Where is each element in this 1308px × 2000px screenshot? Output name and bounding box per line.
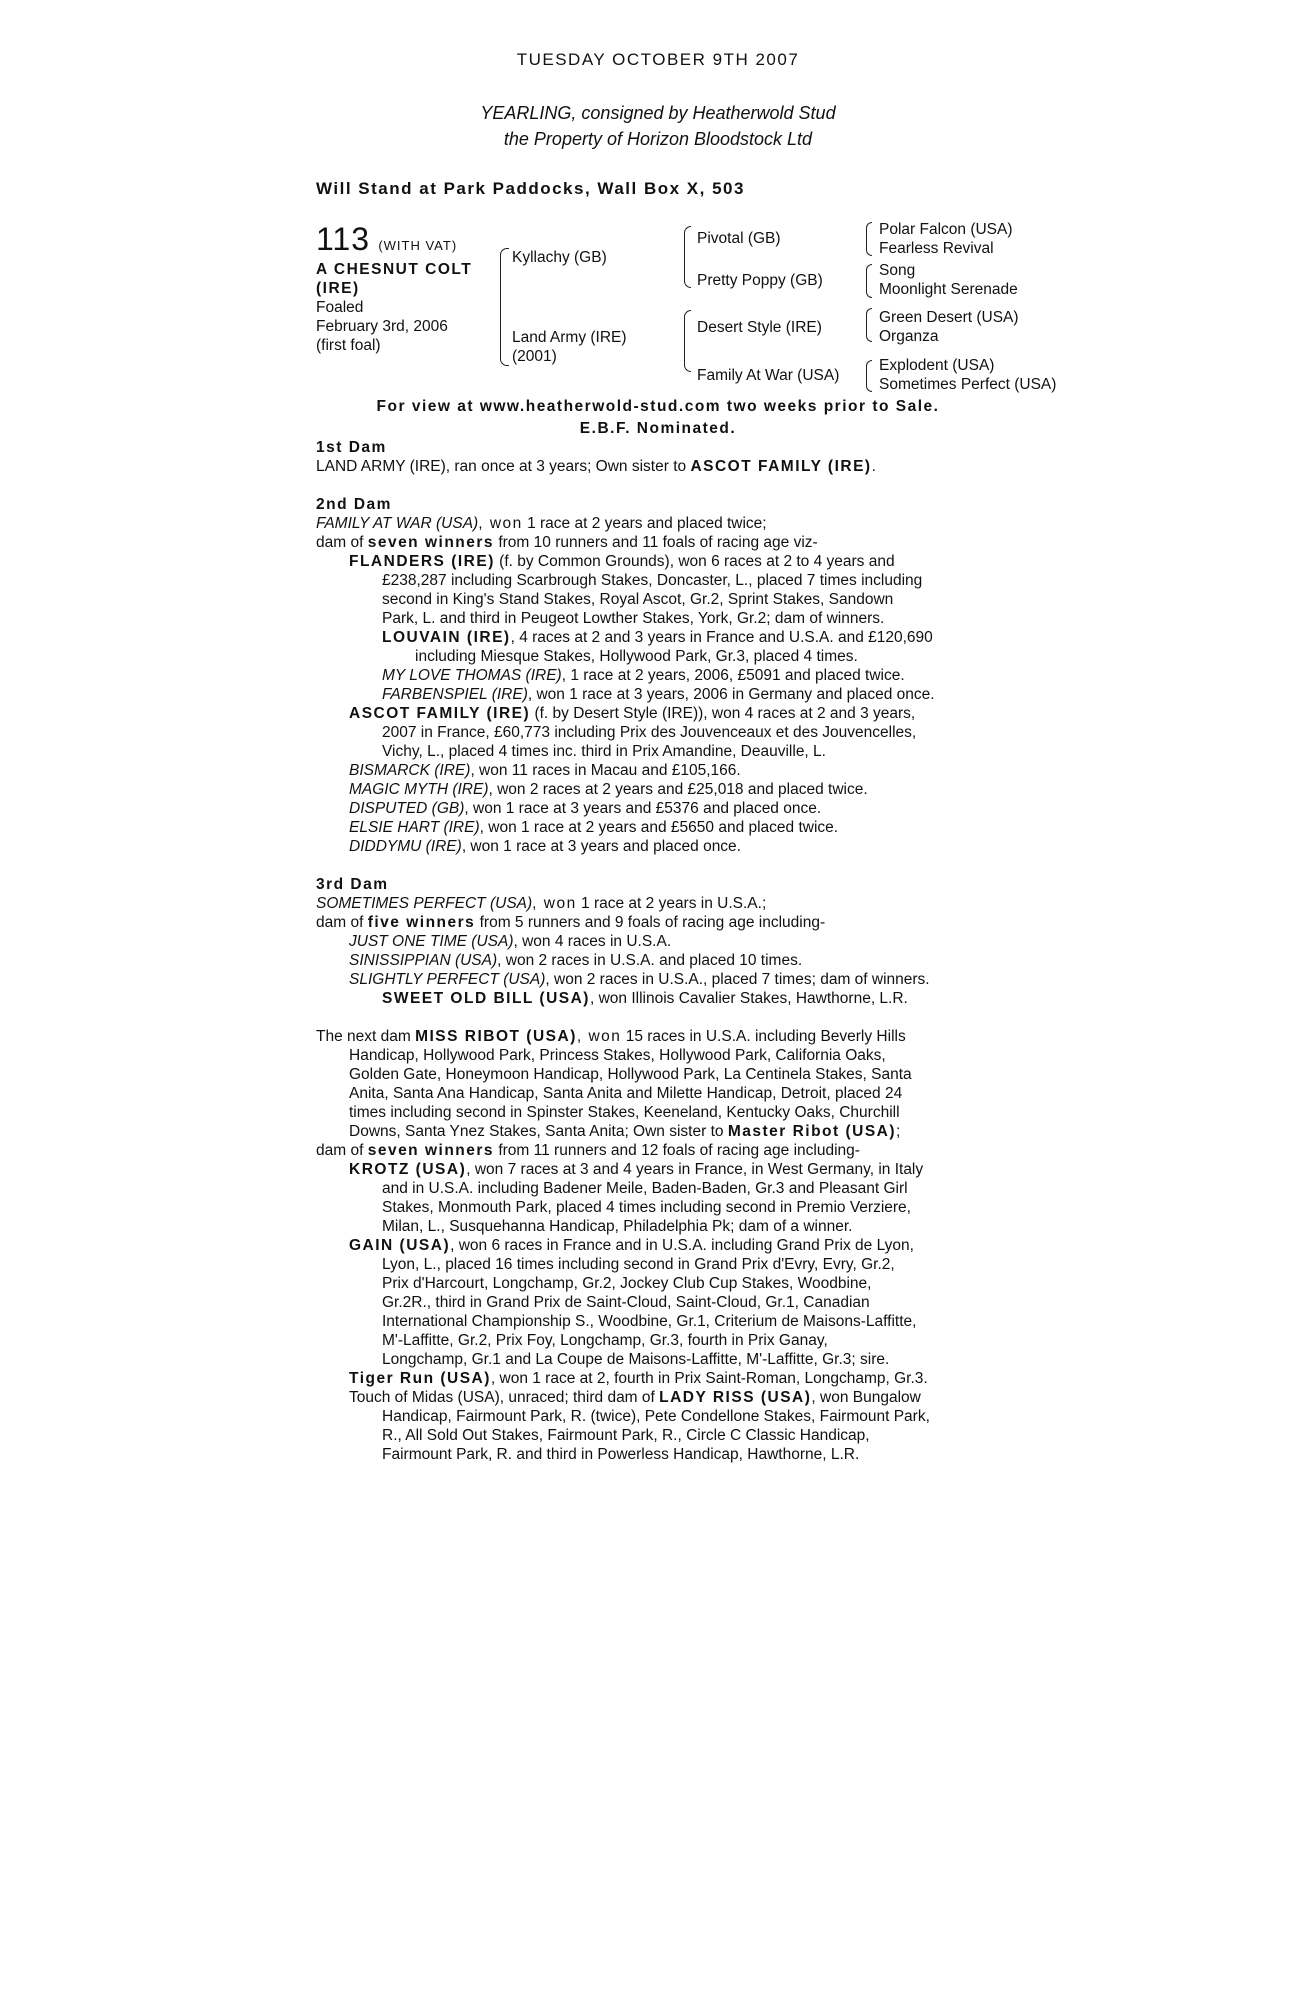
pedigree-brace-parents	[500, 248, 509, 366]
sinis-record: , won 2 races in U.S.A. and placed 10 times.	[497, 952, 803, 969]
sinis-name: SINISSIPPIAN (USA)	[349, 952, 498, 969]
next-dam-winners: seven winners	[367, 1142, 495, 1159]
diddymu-name: DIDDYMU (IRE)	[349, 838, 462, 855]
dam-year: (2001)	[512, 348, 557, 365]
touch-line3: R., All Sold Out Stakes, Fairmount Park, R., Circle C Classic Handicap,	[382, 1427, 870, 1444]
mylove-name: MY LOVE THOMAS (IRE)	[382, 667, 562, 684]
bismarck-record: , won 11 races in Macau and £105,166.	[470, 762, 741, 779]
next-dam-sister-text: Downs, Santa Ynez Stakes, Santa Anita; Own sister to	[349, 1123, 728, 1140]
gain-name: GAIN (USA)	[349, 1237, 451, 1254]
ascot-line2: 2007 in France, £60,773 including Prix des Jouvenceaux et des Jouvencelles,	[382, 724, 917, 741]
disputed-line	[349, 799, 821, 818]
next-dam-line6	[349, 1122, 900, 1141]
next-dam-sister: Master Ribot (USA)	[727, 1123, 897, 1140]
next-dam-runners: from 11 runners and 12 foals of racing age including-	[494, 1142, 860, 1159]
first-dam-heading: 1st Dam	[316, 439, 387, 456]
next-dam-line5: times including second in Spinster Stakes, Keeneland, Kentucky Oaks, Churchill	[349, 1104, 900, 1121]
diddymu-record: , won 1 race at 3 years and placed once.	[461, 838, 741, 855]
lot-description: A CHESNUT COLT	[316, 261, 473, 278]
magic-record: , won 2 races at 2 years and £25,018 and placed twice.	[488, 781, 868, 798]
krotz-name: KROTZ (USA)	[349, 1161, 467, 1178]
third-dam-line2	[316, 913, 825, 932]
flanders-name: FLANDERS (IRE)	[349, 553, 495, 570]
touch-line2: Handicap, Fairmount Park, R. (twice), Pete Condellone Stakes, Fairmount Park,	[382, 1408, 930, 1425]
ascot-line3: Vichy, L., placed 4 times inc. third in Prix Amandine, Deauville, L.	[382, 743, 826, 760]
elsie-line	[349, 818, 838, 837]
touch-text: Touch of Midas (USA), unraced; third dam of	[349, 1389, 660, 1406]
bismarck-line	[349, 761, 741, 780]
touch-record: , won Bungalow	[811, 1389, 921, 1406]
dam-name: Land Army (IRE)	[512, 329, 627, 346]
third-dam-runners: from 5 runners and 9 foals of racing age including-	[475, 914, 826, 931]
just-name: JUST ONE TIME (USA)	[349, 933, 514, 950]
next-dam-record: 15 races in U.S.A. including Beverly Hills	[621, 1028, 906, 1045]
touch-line4: Fairmount Park, R. and third in Powerless Handicap, Hawthorne, L.R.	[382, 1446, 860, 1463]
krotz-record: , won 7 races at 3 and 4 years in France, in West Germany, in Italy	[466, 1161, 924, 1178]
louvain-line2: including Miesque Stakes, Hollywood Park, Gr.3, placed 4 times.	[415, 648, 858, 665]
sweet-line	[382, 989, 908, 1008]
next-dam-intro: The next dam	[316, 1028, 416, 1045]
slightly-line	[349, 970, 930, 989]
gain-line6: M'-Laffitte, Gr.2, Prix Foy, Longchamp, Gr.3, fourth in Prix Ganay,	[382, 1332, 828, 1349]
just-line	[349, 932, 671, 951]
louvain-name: LOUVAIN (IRE)	[382, 629, 511, 646]
krotz-line2: and in U.S.A. including Badener Meile, Baden-Baden, Gr.3 and Pleasant Girl	[382, 1180, 908, 1197]
pedigree-brace-sire	[684, 226, 691, 288]
foal-note: (first foal)	[316, 337, 381, 354]
third-dam-damof: dam of	[316, 914, 368, 931]
next-dam-damof: dam of	[316, 1142, 368, 1159]
gain-line1	[349, 1236, 914, 1255]
sire-dam-name: Pretty Poppy (GB)	[697, 272, 823, 289]
second-dam-line2	[316, 533, 818, 552]
next-dam-won: , won	[576, 1028, 622, 1045]
elsie-record: , won 1 race at 2 years and £5650 and placed twice.	[479, 819, 839, 836]
bismarck-name: BISMARCK (IRE)	[349, 762, 471, 779]
grandsire-1: Polar Falcon (USA)	[879, 221, 1013, 238]
farben-name: FARBENSPIEL (IRE)	[382, 686, 528, 703]
gain-line5: International Championship S., Woodbine, Gr.1, Criterium de Maisons-Laffitte,	[382, 1313, 917, 1330]
granddam-4: Sometimes Perfect (USA)	[879, 376, 1057, 393]
disputed-name: DISPUTED (GB)	[349, 800, 465, 817]
magic-line	[349, 780, 868, 799]
pedigree-brace-g3	[866, 308, 872, 342]
third-dam-heading: 3rd Dam	[316, 876, 389, 893]
ascot-line1	[349, 704, 915, 723]
pedigree-brace-g1	[866, 222, 872, 256]
flanders-record: (f. by Common Grounds), won 6 races at 2 to 4 years and	[494, 553, 895, 570]
second-dam-line1	[316, 514, 767, 533]
granddam-3: Organza	[879, 328, 939, 345]
granddam-2: Moonlight Serenade	[879, 281, 1018, 298]
next-dam-line7	[316, 1141, 860, 1160]
sweet-name: SWEET OLD BILL (USA)	[382, 990, 590, 1007]
sweet-record: , won Illinois Cavalier Stakes, Hawthorne, L.R.	[589, 990, 908, 1007]
property-line: the Property of Horizon Bloodstock Ltd	[503, 129, 813, 149]
lot-number: 113	[316, 221, 371, 257]
lot-description-origin: (IRE)	[316, 280, 360, 297]
next-dam-line1	[316, 1027, 906, 1046]
next-dam-line3: Golden Gate, Honeymoon Handicap, Hollywood Park, La Centinela Stakes, Santa	[349, 1066, 912, 1083]
third-dam-name: SOMETIMES PERFECT (USA)	[316, 895, 533, 912]
flanders-line4: Park, L. and third in Peugeot Lowther Stakes, York, Gr.2; dam of winners.	[382, 610, 885, 627]
granddam-1: Fearless Revival	[879, 240, 994, 257]
pedigree-brace-g2	[866, 264, 872, 298]
second-dam-name: FAMILY AT WAR (USA)	[316, 515, 479, 532]
diddymu-line	[349, 837, 741, 856]
next-dam-name: MISS RIBOT (USA)	[415, 1028, 577, 1045]
foaled-date: February 3rd, 2006	[316, 318, 448, 335]
slightly-record: , won 2 races in U.S.A., placed 7 times; dam of winners.	[545, 971, 930, 988]
sale-date: TUESDAY OCTOBER 9TH 2007	[516, 50, 800, 69]
next-dam-line2: Handicap, Hollywood Park, Princess Stakes, Hollywood Park, California Oaks,	[349, 1047, 886, 1064]
mylove-line	[382, 666, 905, 685]
lady-riss-name: LADY RISS (USA)	[659, 1389, 812, 1406]
louvain-line1	[382, 628, 933, 647]
disputed-record: , won 1 race at 3 years and £5376 and placed once.	[464, 800, 822, 817]
mylove-record: , 1 race at 2 years, 2006, £5091 and placed twice.	[561, 667, 905, 684]
second-dam-runners: from 10 runners and 11 foals of racing age viz-	[494, 534, 818, 551]
flanders-line1	[349, 552, 895, 571]
flanders-line3: second in King's Stand Stakes, Royal Ascot, Gr.2, Sprint Stakes, Sandown	[382, 591, 894, 608]
sinis-line	[349, 951, 802, 970]
sire-name: Kyllachy (GB)	[512, 249, 607, 266]
first-dam-sister: ASCOT FAMILY (IRE)	[690, 458, 872, 475]
gain-line7: Longchamp, Gr.1 and La Coupe de Maisons-Laffitte, M'-Laffitte, Gr.3; sire.	[382, 1351, 890, 1368]
third-dam-record: 1 race at 2 years in U.S.A.;	[576, 895, 767, 912]
grandsire-2: Song	[879, 262, 916, 279]
second-dam-record: 1 race at 2 years and placed twice;	[522, 515, 767, 532]
first-dam-text	[316, 457, 876, 476]
second-dam-damof: dam of	[316, 534, 368, 551]
elsie-name: ELSIE HART (IRE)	[349, 819, 480, 836]
tiger-record: , won 1 race at 2, fourth in Prix Saint-Roman, Longchamp, Gr.3.	[490, 1370, 928, 1387]
grandsire-4: Explodent (USA)	[879, 357, 995, 374]
slightly-name: SLIGHTLY PERFECT (USA)	[349, 971, 546, 988]
third-dam-won: , won	[532, 895, 577, 912]
view-note: For view at www.heatherwold-stud.com two weeks prior to Sale.	[376, 398, 940, 415]
grandsire-3: Green Desert (USA)	[879, 309, 1019, 326]
ascot-record: (f. by Desert Style (IRE)), won 4 races at 2 and 3 years,	[530, 705, 916, 722]
sire-sire-name: Pivotal (GB)	[697, 230, 781, 247]
tiger-line	[349, 1369, 928, 1388]
dam-sire-name: Desert Style (IRE)	[697, 319, 822, 336]
farben-line	[382, 685, 935, 704]
first-dam-desc: LAND ARMY (IRE), ran once at 3 years; Own sister to	[316, 458, 691, 475]
third-dam-winners: five winners	[367, 914, 476, 931]
first-dam-end: .	[871, 458, 876, 475]
next-dam-line4: Anita, Santa Ana Handicap, Santa Anita and Milette Handicap, Detroit, placed 24	[349, 1085, 903, 1102]
dam-dam-name: Family At War (USA)	[697, 367, 840, 384]
second-dam-winners: seven winners	[367, 534, 495, 551]
tiger-name: Tiger Run (USA)	[349, 1370, 491, 1387]
vat-note: (WITH VAT)	[378, 238, 458, 253]
ascot-name: ASCOT FAMILY (IRE)	[349, 705, 531, 722]
pedigree-brace-g4	[866, 360, 872, 392]
gain-record: , won 6 races in France and in U.S.A. including Grand Prix de Lyon,	[450, 1237, 914, 1254]
krotz-line4: Milan, L., Susquehanna Handicap, Philadelphia Pk; dam of a winner.	[382, 1218, 853, 1235]
magic-name: MAGIC MYTH (IRE)	[349, 781, 489, 798]
flanders-line2: £238,287 including Scarbrough Stakes, Doncaster, L., placed 7 times including	[382, 572, 923, 589]
third-dam-line1	[316, 894, 766, 913]
gain-line3: Prix d'Harcourt, Longchamp, Gr.2, Jockey Club Cup Stakes, Woodbine,	[382, 1275, 872, 1292]
krotz-line1	[349, 1160, 923, 1179]
next-dam-sister-end: ;	[896, 1123, 901, 1140]
ebf-note: E.B.F. Nominated.	[579, 420, 737, 437]
farben-record: , won 1 race at 3 years, 2006 in Germany and placed once.	[527, 686, 935, 703]
louvain-record: , 4 races at 2 and 3 years in France and U.S.A. and £120,690	[510, 629, 933, 646]
touch-line1	[349, 1388, 921, 1407]
just-record: , won 4 races in U.S.A.	[513, 933, 672, 950]
gain-line2: Lyon, L., placed 16 times including second in Grand Prix d'Evry, Evry, Gr.2,	[382, 1256, 895, 1273]
lot-number-line	[316, 222, 457, 263]
second-dam-won: , won	[478, 515, 523, 532]
second-dam-heading: 2nd Dam	[316, 496, 392, 513]
gain-line4: Gr.2R., third in Grand Prix de Saint-Cloud, Saint-Cloud, Gr.1, Canadian	[382, 1294, 870, 1311]
krotz-line3: Stakes, Monmouth Park, placed 4 times including second in Premio Verziere,	[382, 1199, 911, 1216]
foaled-label: Foaled	[316, 299, 364, 316]
stand-location: Will Stand at Park Paddocks, Wall Box X, 503	[316, 179, 745, 198]
pedigree-brace-dam	[684, 310, 691, 372]
consignor-line: YEARLING, consigned by Heatherwold Stud	[480, 103, 836, 123]
